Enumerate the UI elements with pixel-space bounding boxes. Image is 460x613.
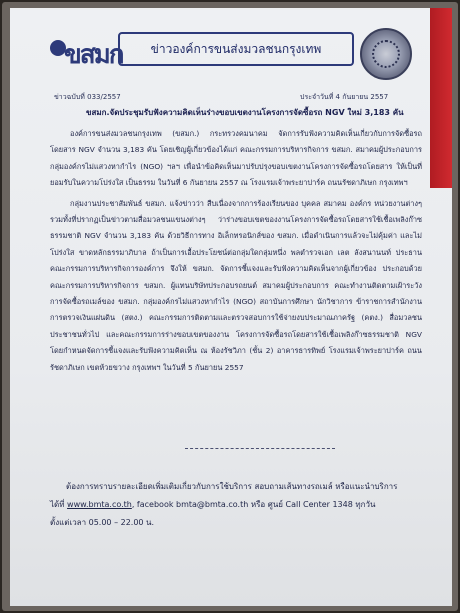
headline: ขสมก.จัดประชุมรับฟังความคิดเห็นร่างขอบเขตงานโครงการจัดซื้อรถ NGV ใหม่ 3,183 คัน <box>86 108 404 117</box>
footer-prefix: ได้ที่ <box>50 500 65 509</box>
website-link[interactable]: www.bmta.co.th <box>67 500 132 509</box>
divider-line <box>185 448 335 449</box>
bmta-logo <box>50 30 123 78</box>
logo-text: ขสมก <box>64 40 123 70</box>
photo-frame <box>2 2 458 611</box>
footer-suffix: หรือ ศูนย์ Call Center 1348 ทุกวัน <box>250 500 376 509</box>
footer-line-1: ต้องการทราบรายละเอียดเพิ่มเติมเกี่ยวกับการใช้บริการ สอบถามเส้นทางรถเมล์ หรือแนะนำบริการ <box>66 482 398 491</box>
news-title: ข่าวองค์การขนส่งมวลชนกรุงเทพ <box>150 42 322 56</box>
footer-line-2 <box>50 496 430 514</box>
organization-seal-icon <box>360 28 412 80</box>
news-title-box <box>118 32 354 66</box>
paragraph-1: องค์การขนส่งมวลชนกรุงเทพ (ขสมก.) กระทรวงคมนาคม จัดการรับฟังความคิดเห็นเกี่ยวกับการจัดซื้อรถโดยสาร NGV จำนวน 3,183 คัน โดยเชิญผู้เกี่ยวข้องได้แก่ คณะกรรมการบริหารกิจการ ขสมก. สมาคมผู้ประกอบการ กลุ่มองค์กรไม่แสวงหากำไร (NGO) ฯลฯ เพื่อนำข้อคิดเห็นมาปรับปรุงขอบเขตงานโครงการจัดซื้อรถโดยสาร ให้เป็นที่ยอมรับในความโปร่งใส เป็นธรรม ในวันที่ 6 กันยายน 2557 ณ โรงแรมเจ้าพระยาปาร์ค ถนนรัชดาภิเษก กรุงเทพฯ <box>50 129 422 188</box>
red-binder-edge <box>430 8 452 188</box>
news-number: ข่าวฉบับที่ 033/2557 <box>54 93 121 101</box>
body-text <box>50 126 422 376</box>
press-release-page <box>10 8 452 606</box>
footer-line-3: ตั้งแต่เวลา 05.00 – 22.00 น. <box>50 518 155 527</box>
contact-footer <box>50 478 430 532</box>
news-date: ประจำวันที่ 4 กันยายน 2557 <box>300 93 389 101</box>
paragraph-2: กลุ่มงานประชาสัมพันธ์ ขสมก. แจ้งข่าวว่า สืบเนื่องจากการร้องเรียนของ บุคคล สมาคม องค์กร หน่วยงานต่างๆ รวมทั้งที่ปรากฏเป็นข่าวตามสื่อมวลชนแขนงต่างๆ ว่าร่างขอบเขตของงานโครงการจัดซื้อรถโดยสารใช้เชื้อเพลิงก๊าซธรรมชาติ NGV จำนวน 3,183 คัน ด้วยวิธีการทาง อิเล็กทรอนิกส์ของ ขสมก. เมื่อดำเนินการแล้วจะไม่คุ้มค่า และไม่โปร่งใส ขาดหลักธรรมาภิบาล ถ้าเป็นการเอื้อประโยชน์ต่อกลุ่มใดกลุ่มหนึ่ง พลตำรวจเอก เลต ลังสนานนท์ ประธานคณะกรรมการบริหารกิจการองค์การ จึงให้ ขสมก. จัดการชี้แจงและรับฟังความคิดเห็นจากผู้เกี่ยวข้อง ประกอบด้วย คณะกรรมการบริหารกิจการ ขสมก. ผู้แทนบริษัทประกอบรถยนต์ สมาคมผู้ประกอบการ คณะทำงานติดตามเฝ้าระวังการจัดซื้อรถเมล์ของ ขสมก. กลุ่มองค์กรไม่แสวงหากำไร (NGO) สถาบันการศึกษา นักวิชาการ ข้าราชการสำนักงานการตรวจเงินแผ่นดิน (สตง.) คณะกรรมการติดตามและตรวจสอบการใช้จ่ายงบประมาณภาครัฐ (คตง.) สื่อมวลชน ประชาชนทั่วไป และคณะกรรมการร่างขอบเขตของงาน โครงการจัดซื้อรถโดยสารใช้เชื้อเพลิงก๊าซธรรมชาติ NGV โดยกำหนดจัดการชี้แจงและรับฟังความคิดเห็น ณ ห้องรัชวิภา (ชั้น 2) อาคารธารทิพย์ โรงแรมเจ้าพระยาปาร์ค ถนนรัชดาภิเษก เขตห้วยขวาง กรุงเทพฯ ในวันที่ 5 กันยายน 2557 <box>50 198 422 372</box>
facebook-text: , facebook bmta@bmta.co.th <box>131 500 249 509</box>
